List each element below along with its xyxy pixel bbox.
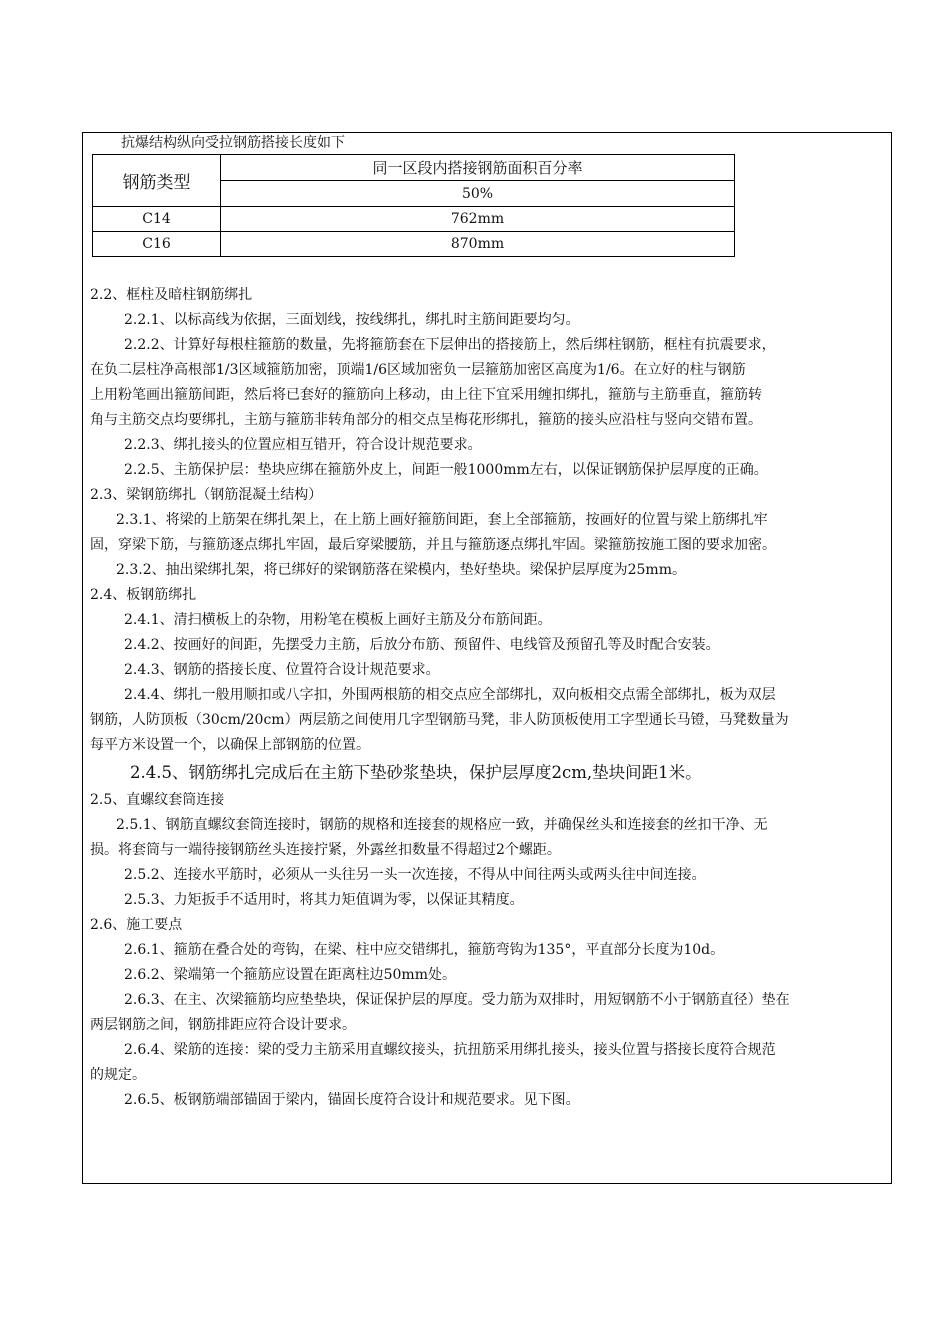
section-heading: 2.3、梁钢筋绑扎（钢筋混凝土结构） (90, 487, 323, 503)
paragraph-line: 2.6.1、箍筋在叠合处的弯钩，在梁、柱中应交错绑扎，箍筋弯钩为135°，平直部分长度为10d。 (124, 942, 725, 958)
paragraph-line: 固，穿梁下筋，与箍筋逐点绑扎牢固，最后穿梁腰筋，并且与箍筋逐点绑扎牢固。梁箍筋按施工图的要求加密。 (90, 537, 776, 553)
paragraph-line: 每平方米设置一个，以确保上部钢筋的位置。 (90, 737, 370, 753)
paragraph-line: 2.3.1、将梁的上筋架在绑扎架上，在上筋上画好箍筋间距，套上全部箍筋，按画好的位置与梁上筋绑扎牢 (116, 512, 768, 528)
col-header-type: 钢筋类型 (93, 155, 221, 207)
rebar-type: C16 (93, 232, 221, 257)
paragraph-line: 2.2.5、主筋保护层：垫块应绑在箍筋外皮上，间距一般1000mm左右，以保证钢筋保护层厚度的正确。 (124, 462, 768, 478)
col-header-percent: 同一区段内搭接钢筋面积百分率 (221, 155, 735, 181)
emphasized-line: 2.4.5、钢筋绑扎完成后在主筋下垫砂浆垫块，保护层厚度2cm,垫块间距1米。 (130, 763, 702, 782)
paragraph-line: 2.4.1、清扫横板上的杂物，用粉笔在模板上画好主筋及分布筋间距。 (124, 612, 552, 628)
table-intro: 抗爆结构纵向受拉钢筋搭接长度如下 (121, 135, 345, 151)
paragraph-line: 2.4.3、钢筋的搭接长度、位置符合设计规范要求。 (124, 662, 440, 678)
paragraph-line: 2.4.2、按画好的间距，先摆受力主筋，后放分布筋、预留件、电线管及预留孔等及时配合安装。 (124, 637, 720, 653)
paragraph-line: 2.5.3、力矩扳手不适用时，将其力矩值调为零，以保证其精度。 (124, 892, 524, 908)
paragraph-line: 钢筋，人防顶板（30cm/20cm）两层筋之间使用几字型钢筋马凳，非人防顶板使用工字型通长马镫，马凳数量为 (90, 712, 789, 728)
paragraph-line: 2.2.1、以标高线为依据，三面划线，按线绑扎，绑扎时主筋间距要均匀。 (124, 312, 580, 328)
paragraph-line: 2.6.4、梁筋的连接：梁的受力主筋采用直螺纹接头，抗扭筋采用绑扎接头，接头位置与搭接长度符合规范 (124, 1042, 776, 1058)
paragraph-line: 2.5.2、连接水平筋时，必须从一头往另一头一次连接，不得从中间往两头或两头往中间连接。 (124, 867, 706, 883)
section-heading: 2.5、直螺纹套筒连接 (90, 792, 225, 808)
section-heading: 2.4、板钢筋绑扎 (90, 587, 197, 603)
section-heading: 2.2、框柱及暗柱钢筋绑扎 (90, 287, 253, 303)
document-frame (82, 132, 892, 1184)
lap-length: 762mm (221, 207, 735, 232)
rebar-type: C14 (93, 207, 221, 232)
paragraph-line: 2.2.3、绑扎接头的位置应相互错开，符合设计规范要求。 (124, 437, 482, 453)
table-row (93, 232, 735, 257)
paragraph-line: 在负二层柱净高根部1/3区域箍筋加密，顶端1/6区域加密负一层箍筋加密区高度为1/6。在立好的柱与钢筋 (90, 362, 746, 378)
paragraph-line: 的规定。 (90, 1067, 146, 1083)
paragraph-line: 2.6.2、梁端第一个箍筋应设置在距离柱边50mm处。 (124, 967, 456, 983)
paragraph-line: 角与主筋交点均要绑扎，主筋与箍筋非转角部分的相交点呈梅花形绑扎，箍筋的接头应沿柱与竖向交错布置。 (90, 412, 762, 428)
paragraph-line: 损。将套筒与一端待接钢筋丝头连接拧紧，外露丝扣数量不得超过2个螺距。 (90, 842, 561, 858)
lap-length: 870mm (221, 232, 735, 257)
paragraph-line: 2.6.5、板钢筋端部锚固于梁内，锚固长度符合设计和规范要求。见下图。 (124, 1092, 580, 1108)
percent-value: 50% (221, 181, 735, 207)
section-heading: 2.6、施工要点 (90, 917, 183, 933)
document-body (90, 283, 890, 1113)
paragraph-line: 2.6.3、在主、次梁箍筋均应垫垫块，保证保护层的厚度。受力筋为双排时，用短钢筋不小于钢筋直径）垫在 (124, 992, 790, 1008)
paragraph-line: 2.5.1、钢筋直螺纹套筒连接时，钢筋的规格和连接套的规格应一致，并确保丝头和连接套的丝扣干净、无 (116, 817, 768, 833)
lap-length-table (92, 154, 735, 257)
paragraph-line: 2.3.2、抽出梁绑扎架，将已绑好的梁钢筋落在梁模内，垫好垫块。梁保护层厚度为25mm。 (116, 562, 686, 578)
paragraph-line: 2.4.4、绑扎一般用顺扣或八字扣，外围两根筋的相交点应全部绑扎，双向板相交点需全部绑扎，板为双层 (124, 687, 776, 703)
paragraph-line: 两层钢筋之间，钢筋排距应符合设计要求。 (90, 1017, 356, 1033)
table-row (93, 207, 735, 232)
paragraph-line: 2.2.2、计算好每根柱箍筋的数量，先将箍筋套在下层伸出的搭接筋上，然后绑柱钢筋，框柱有抗震要求， (124, 337, 776, 353)
paragraph-line: 上用粉笔画出箍筋间距，然后将已套好的箍筋向上移动，由上往下宜采用缠扣绑扎，箍筋与主筋垂直，箍筋转 (90, 387, 762, 403)
